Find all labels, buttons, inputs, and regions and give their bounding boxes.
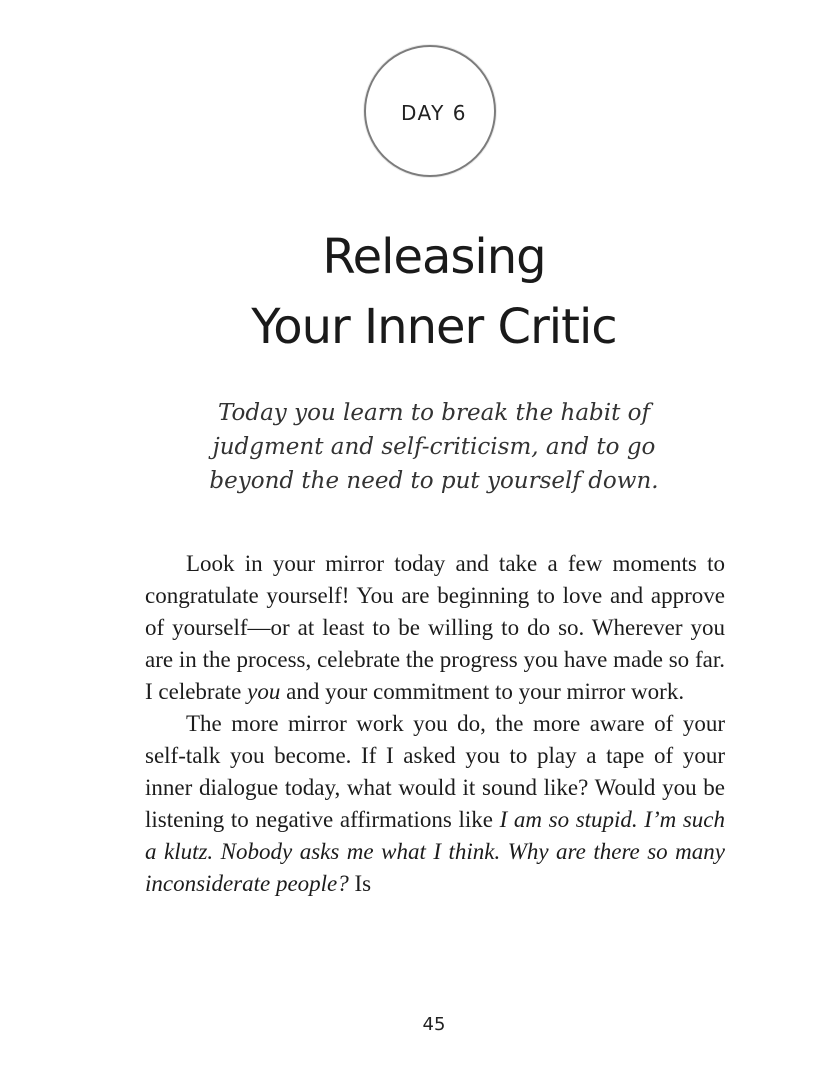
page-number: 45 — [422, 1014, 446, 1035]
paragraph-1-emphasis: you — [247, 679, 281, 704]
chapter-title — [0, 222, 828, 362]
chapter-title-line-2: Your Inner Critic — [251, 299, 617, 355]
chapter-subtitle — [190, 396, 678, 498]
paragraph-1-text-a: Look in your mirror today and take a few moments to congratulate yourself! You are beginning to love and approve of yourself—or at least to be willing to do so. Wherever you are in the process, celebrate the progress you have made so far. I celebrate — [145, 551, 725, 704]
paragraph-2-emphasis: I am so stupid. I’m such a klutz. Nobody asks me what I think. Why are there so many inconsiderate people? — [145, 807, 725, 896]
subtitle-line-2: judgment and self-criticism, and to go — [212, 434, 656, 460]
paragraph-1-text-b: and your commitment to your mirror work. — [280, 679, 685, 704]
paragraph-2 — [145, 708, 725, 900]
body-text — [145, 548, 725, 900]
day-badge-label: DAY 6 — [401, 101, 467, 125]
subtitle-line-1: Today you learn to break the habit of — [217, 400, 651, 426]
paragraph-2-text-b: Is — [348, 871, 372, 896]
paragraph-1 — [145, 548, 725, 708]
subtitle-line-3: beyond the need to put yourself down. — [209, 468, 659, 494]
chapter-title-line-1: Releasing — [322, 229, 546, 285]
paragraph-2-text-a: The more mirror work you do, the more aware of your self-talk you become. If I asked you to play a tape of your inner dialogue today, what would it sound like? Would you be listening to negative affirmations like — [145, 711, 725, 832]
